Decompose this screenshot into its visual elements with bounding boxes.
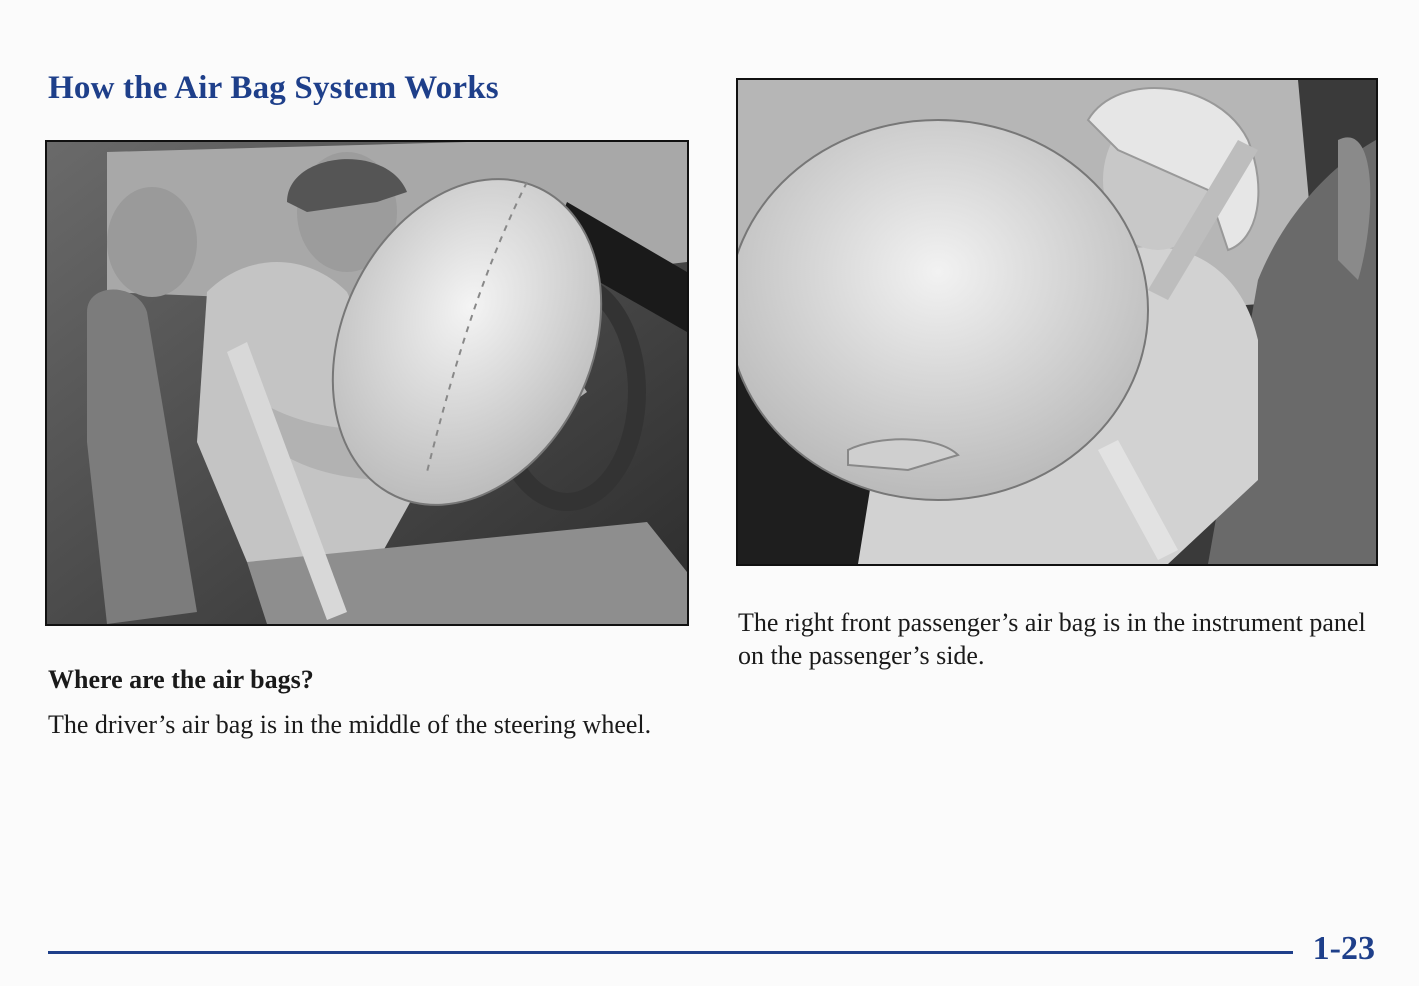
page-number: 1-23 xyxy=(1312,930,1375,967)
driver-airbag-illustration xyxy=(45,140,689,626)
passenger-airbag-illustration xyxy=(736,78,1378,566)
passenger-airbag-text: The right front passenger’s air bag is in the instrument panel on the passenger’s side. xyxy=(738,608,1366,670)
air-bags-question: Where are the air bags? xyxy=(48,665,314,694)
driver-airbag-text: The driver’s air bag is in the middle of the steering wheel. xyxy=(48,710,652,739)
page-heading: How the Air Bag System Works xyxy=(48,70,499,106)
footer-divider xyxy=(48,951,1293,954)
